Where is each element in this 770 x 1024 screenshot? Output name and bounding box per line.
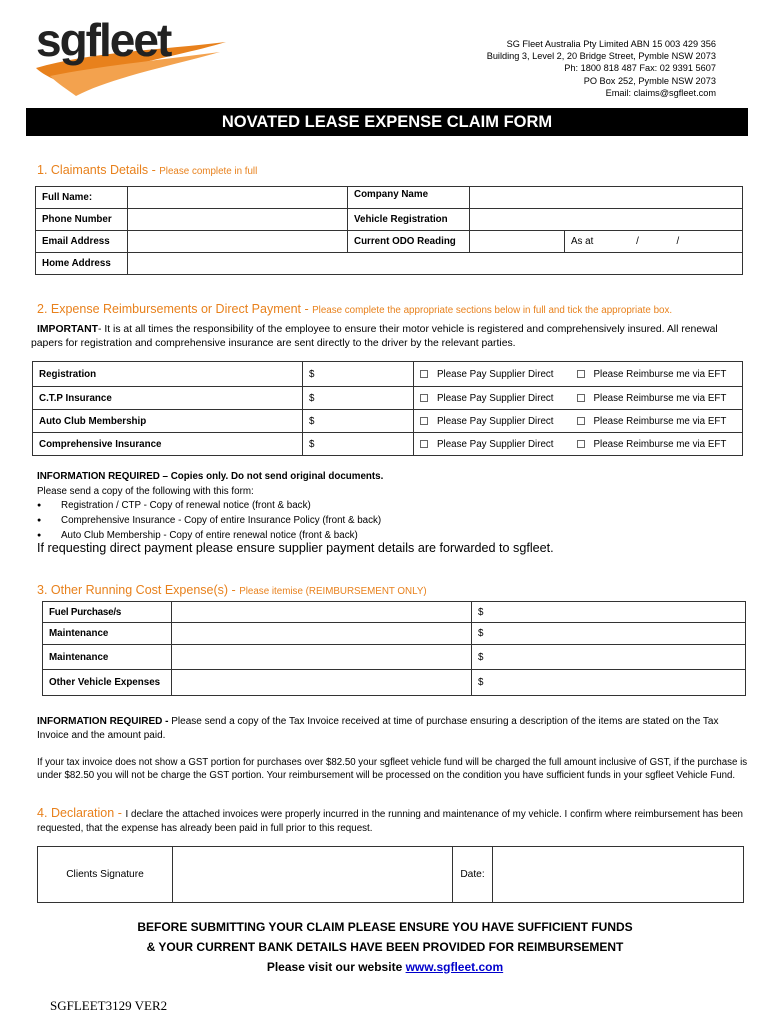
currency-sign: $ — [309, 415, 315, 427]
phone-label: Phone Number — [36, 209, 128, 231]
reminder-line: BEFORE SUBMITTING YOUR CLAIM PLEASE ENSURE YOU HAVE SUFFICIENT FUNDS — [137, 920, 633, 934]
section2-subtitle: Please complete the appropriate sections below in full and tick the appropriate box. — [312, 305, 673, 316]
registration-eft-option[interactable] — [571, 362, 743, 387]
comprehensive-insurance-label: Comprehensive Insurance — [33, 433, 303, 456]
company-info-line: SG Fleet Australia Pty Limited ABN 15 003 429 356 — [506, 39, 716, 49]
odo-reading-field[interactable] — [470, 231, 565, 253]
option-label: Please Reimburse me via EFT — [593, 438, 727, 450]
date-field[interactable] — [493, 847, 744, 903]
signature-table — [37, 846, 744, 903]
option-label: Please Pay Supplier Direct — [437, 415, 554, 427]
company-info-line: PO Box 252, Pymble NSW 2073 — [583, 75, 716, 86]
comprehensive-amount[interactable] — [303, 433, 414, 456]
important-label: IMPORTANT — [37, 324, 98, 335]
other-expenses-amount[interactable] — [472, 670, 746, 696]
maintenance-description[interactable] — [172, 645, 472, 670]
checkbox-icon[interactable] — [577, 370, 585, 378]
odo-reading-label: Current ODO Reading — [348, 231, 470, 253]
date-label: Date: — [453, 847, 493, 903]
currency-sign: $ — [309, 368, 315, 380]
option-label: Please Pay Supplier Direct — [437, 438, 554, 450]
checkbox-icon[interactable] — [577, 394, 585, 402]
full-name-field[interactable] — [128, 187, 348, 209]
auto-club-amount[interactable] — [303, 410, 414, 433]
other-expenses-label: Other Vehicle Expenses — [43, 670, 172, 696]
declaration-text: I declare the attached invoices were properly incurred in the running and maintenance of my vehicle. I confirm where reimbursement has been requested, that the expense has already been paid in full prior to this request. — [37, 809, 743, 834]
fuel-purchase-amount[interactable] — [472, 602, 746, 623]
info-required-heading: INFORMATION REQUIRED – Copies only. Do not send original documents. — [37, 471, 384, 482]
checkbox-icon[interactable] — [577, 417, 585, 425]
company-info-line: Building 3, Level 2, 20 Bridge Street, Pymble NSW 2073 — [486, 51, 716, 62]
section1-title: 1. Claimants Details - — [37, 163, 160, 177]
home-address-label: Home Address — [36, 253, 128, 275]
expense-reimbursement-table — [32, 361, 743, 456]
list-item: ● Comprehensive Insurance - Copy of entire Insurance Policy (front & back) — [37, 514, 737, 529]
form-title: NOVATED LEASE EXPENSE CLAIM FORM — [26, 108, 748, 136]
checkbox-icon[interactable] — [420, 440, 428, 448]
checkbox-icon[interactable] — [420, 417, 428, 425]
section3-subtitle: Please itemise (REIMBURSEMENT ONLY) — [239, 586, 427, 597]
option-label: Please Reimburse me via EFT — [593, 392, 727, 404]
email-label: Email Address — [36, 231, 128, 253]
section4-title: 4. Declaration - — [37, 806, 126, 820]
registration-supplier-option[interactable] — [414, 362, 571, 387]
currency-sign: $ — [478, 628, 484, 639]
full-name-label: Full Name: — [36, 187, 128, 209]
maintenance-amount[interactable] — [472, 623, 746, 645]
currency-sign: $ — [309, 438, 315, 450]
ctp-insurance-label: C.T.P Insurance — [33, 387, 303, 410]
ctp-supplier-option[interactable] — [414, 387, 571, 410]
currency-sign: $ — [478, 606, 484, 618]
sgfleet-logo-graphic — [30, 12, 230, 102]
currency-sign: $ — [309, 392, 315, 404]
ctp-amount[interactable] — [303, 387, 414, 410]
as-at-date-field[interactable] — [565, 231, 743, 253]
maintenance-label: Maintenance — [43, 645, 172, 670]
running-costs-table — [42, 601, 746, 696]
maintenance-label: Maintenance — [43, 623, 172, 645]
comprehensive-supplier-option[interactable] — [414, 433, 571, 456]
currency-sign: $ — [478, 677, 484, 688]
company-info — [487, 38, 716, 99]
signature-field[interactable] — [173, 847, 453, 903]
maintenance-amount[interactable] — [472, 645, 746, 670]
date-separator: / — [636, 236, 639, 247]
sgfleet-logo — [30, 12, 230, 102]
section3-heading — [37, 583, 427, 597]
website-line — [0, 958, 770, 978]
maintenance-description[interactable] — [172, 623, 472, 645]
important-text: - It is at all times the responsibility of the employee to ensure their motor vehicle is registered and comprehensively insured. All renewal papers for registration and comprehensive insurance are sent directly to the driver by the relevant parties. — [31, 324, 718, 349]
section3-title: 3. Other Running Cost Expense(s) - — [37, 583, 240, 597]
vehicle-registration-field[interactable] — [470, 209, 743, 231]
tax-invoice-text: Please send a copy of the Tax Invoice received at time of purchase ensuring a description of the items are stated on the Tax Invoice and the amount paid. — [37, 716, 719, 742]
other-expenses-description[interactable] — [172, 670, 472, 696]
declaration-block — [37, 806, 743, 836]
list-item: ● Registration / CTP - Copy of renewal notice (front & back) — [37, 499, 737, 514]
direct-payment-note: If requesting direct payment please ensure supplier payment details are forwarded to sgfleet. — [37, 541, 554, 555]
form-code: SGFLEET3129 VER2 — [50, 998, 168, 1013]
tax-invoice-note — [37, 715, 751, 744]
option-label: Please Reimburse me via EFT — [593, 368, 727, 380]
info-required-label: INFORMATION REQUIRED - — [37, 716, 172, 727]
document-list — [37, 499, 737, 543]
registration-label: Registration — [33, 362, 303, 387]
comprehensive-eft-option[interactable] — [571, 433, 743, 456]
section1-heading — [37, 163, 257, 177]
fuel-purchase-description[interactable] — [172, 602, 472, 623]
checkbox-icon[interactable] — [420, 370, 428, 378]
info-required-block — [37, 470, 737, 544]
list-item: ● Auto Club Membership - Copy of entire renewal notice (front & back) — [37, 529, 737, 544]
email-field[interactable] — [128, 231, 348, 253]
registration-amount[interactable] — [303, 362, 414, 387]
checkbox-icon[interactable] — [420, 394, 428, 402]
auto-club-eft-option[interactable] — [571, 410, 743, 433]
home-address-field[interactable] — [128, 253, 743, 275]
vehicle-registration-label: Vehicle Registration — [348, 209, 470, 231]
fuel-purchase-label: Fuel Purchase/s — [43, 602, 172, 623]
ctp-eft-option[interactable] — [571, 387, 743, 410]
website-prefix: Please visit our website — [266, 959, 406, 974]
checkbox-icon[interactable] — [577, 440, 585, 448]
company-name-field[interactable] — [470, 187, 743, 209]
company-info-line: Ph: 1800 818 487 Fax: 02 9391 5607 — [564, 63, 716, 74]
info-required-intro: Please send a copy of the following with this form: — [37, 485, 254, 497]
section1-subtitle: Please complete in full — [159, 166, 258, 177]
section2-title: 2. Expense Reimbursements or Direct Payment - — [37, 302, 313, 316]
option-label: Please Pay Supplier Direct — [437, 368, 554, 380]
auto-club-label: Auto Club Membership — [33, 410, 303, 433]
claimant-details-table — [35, 186, 743, 275]
reminder-line: & YOUR CURRENT BANK DETAILS HAVE BEEN PROVIDED FOR REIMBURSEMENT — [146, 939, 624, 954]
section2-heading — [37, 302, 672, 316]
option-label: Please Pay Supplier Direct — [437, 392, 554, 404]
company-name-label: Company Name — [348, 187, 470, 209]
phone-field[interactable] — [128, 209, 348, 231]
currency-sign: $ — [478, 651, 484, 663]
submission-reminder — [0, 918, 770, 977]
auto-club-supplier-option[interactable] — [414, 410, 571, 433]
date-separator: / — [676, 236, 680, 247]
company-email: Email: claims@sgfleet.com — [605, 87, 716, 98]
important-notice — [31, 323, 743, 350]
as-at-label: As at — [571, 236, 594, 247]
gst-note: If your tax invoice does not show a GST portion for purchases over $82.50 your sgfleet vehicle fund will be charged the full amount inclusive of GST, if the purchase is under $82.50 you will not be charge the GST portion. Your reimbursement will be processed on the condition you have sufficient funds in your sgfleet Vehicle Fund. — [37, 757, 748, 782]
signature-label: Clients Signature — [38, 847, 173, 903]
svg-text:sgfleet: sgfleet — [36, 14, 171, 66]
website-link[interactable]: www.sgfleet.com — [405, 959, 504, 974]
option-label: Please Reimburse me via EFT — [593, 415, 727, 427]
